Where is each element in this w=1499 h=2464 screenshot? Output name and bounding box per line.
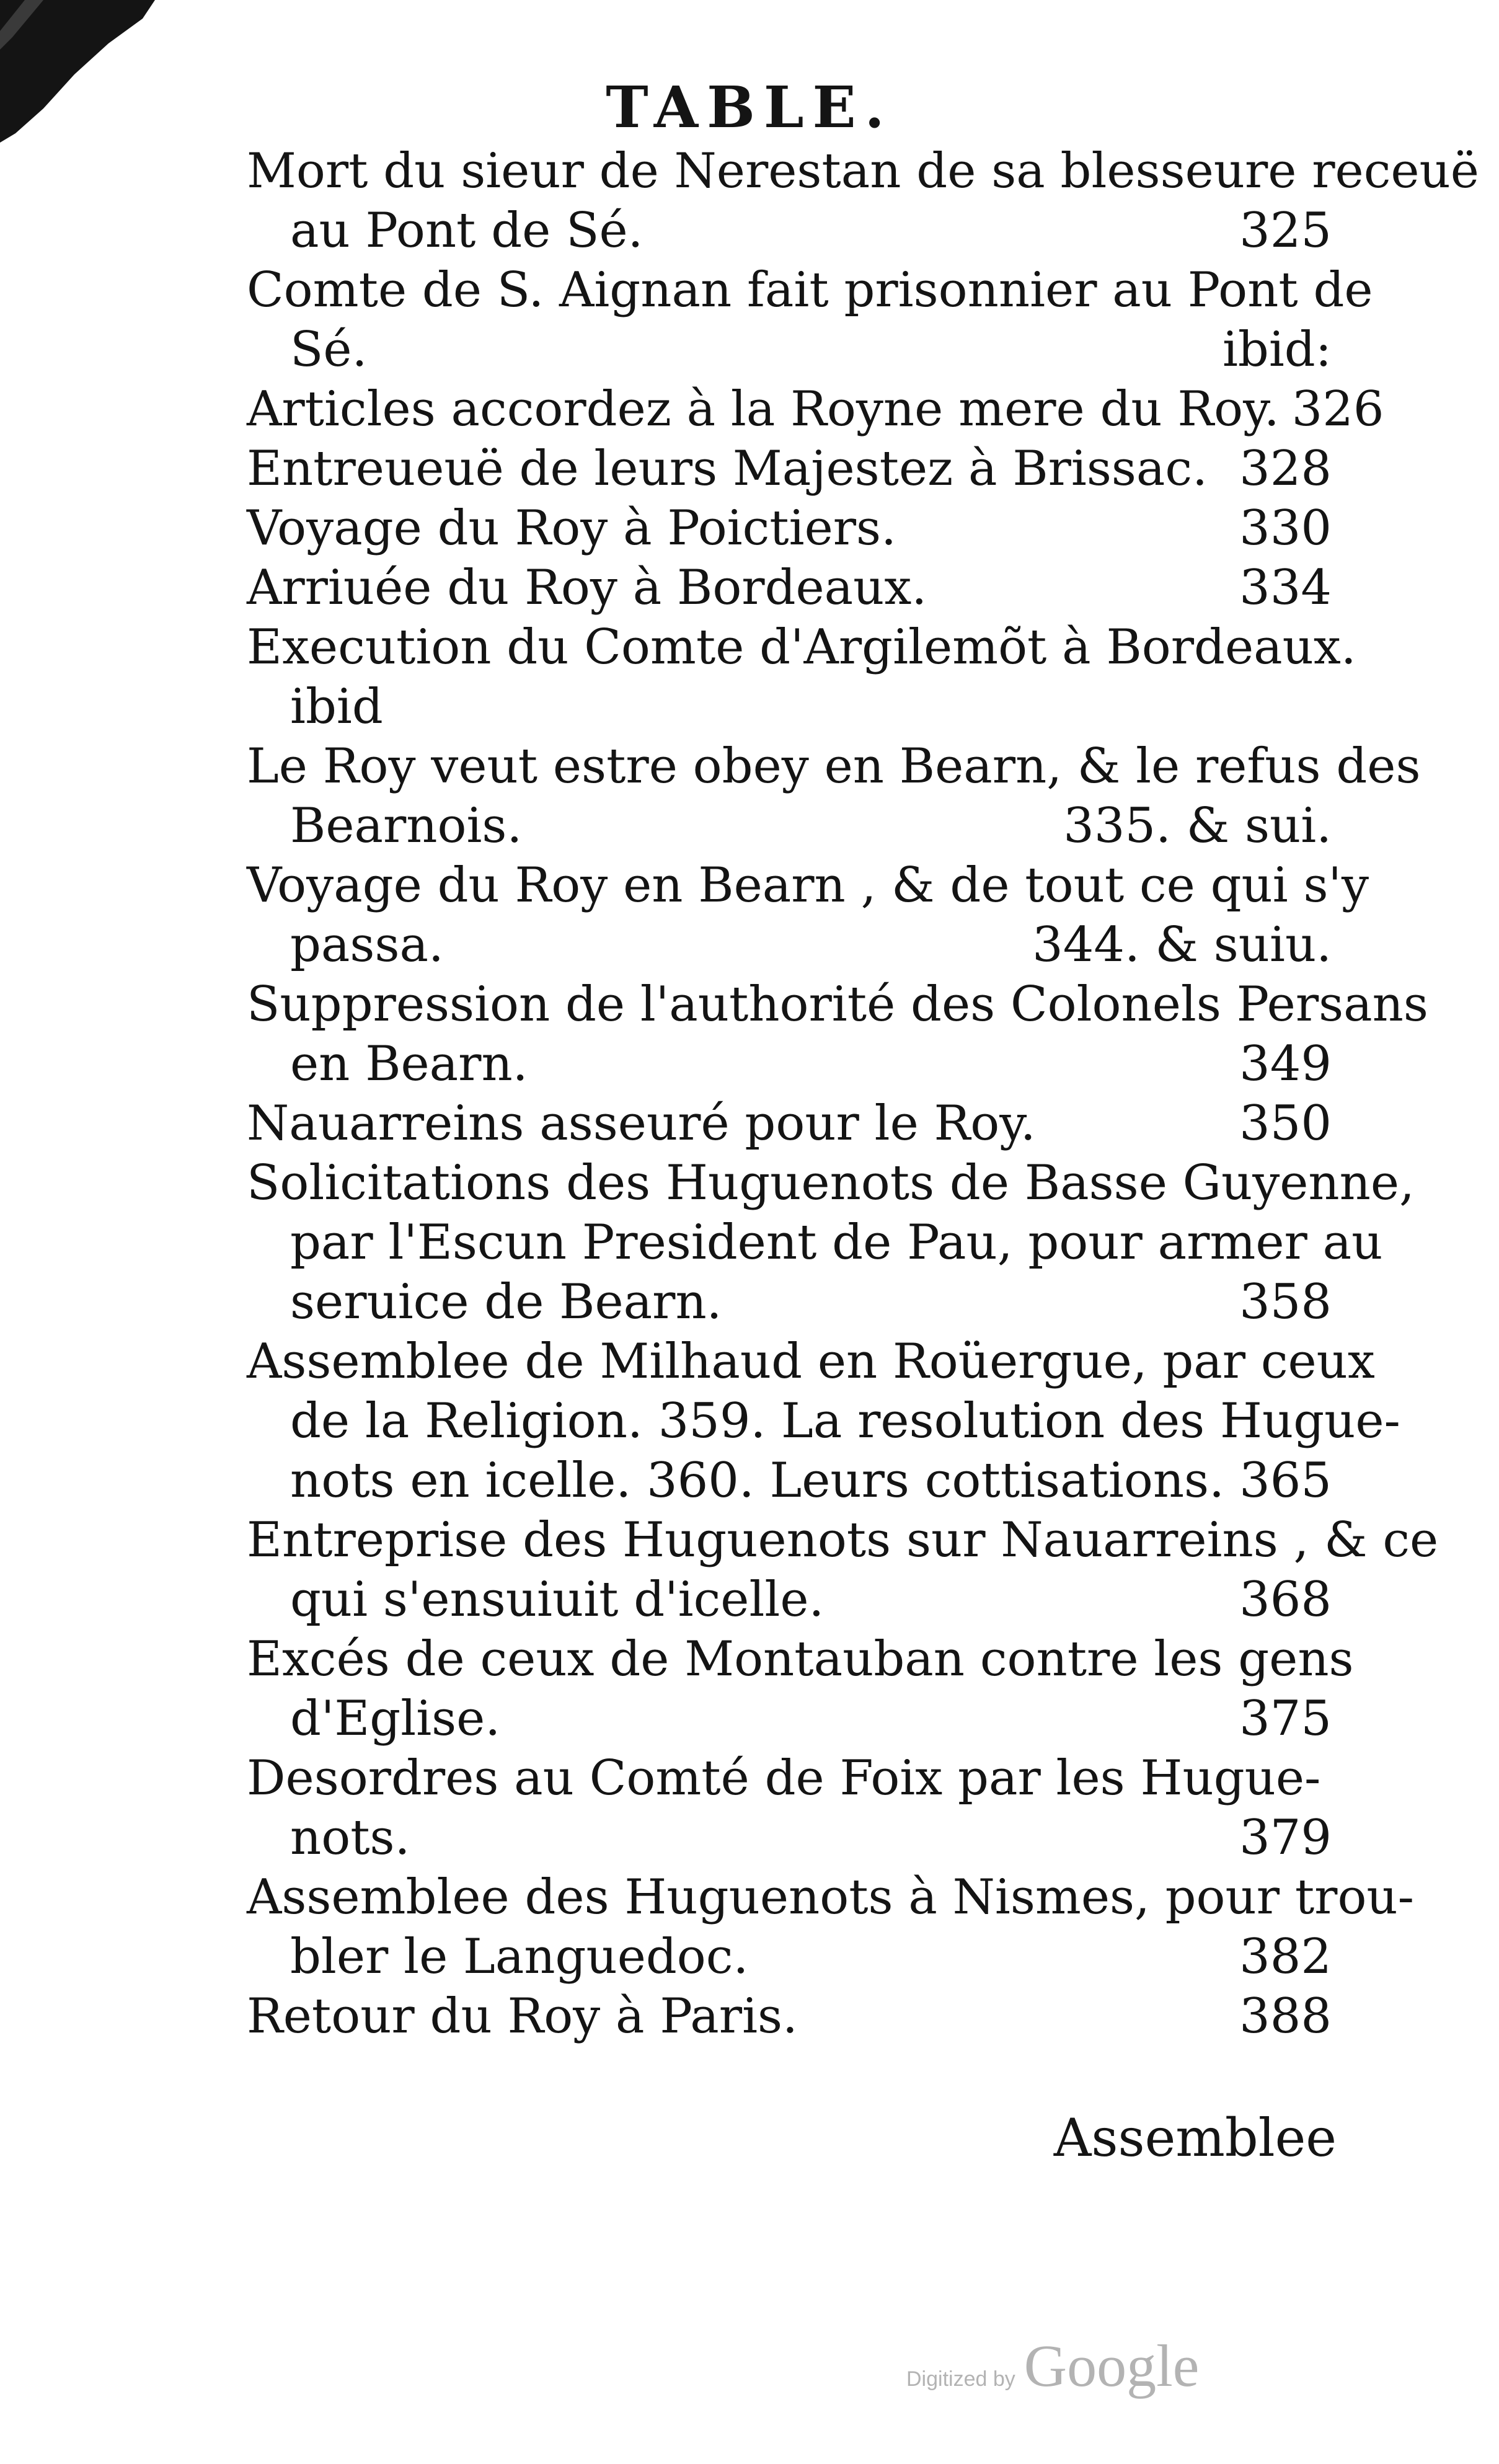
- toc-entry-text: d'Eglise.: [290, 1691, 501, 1747]
- toc-entry-line: [247, 379, 1384, 439]
- toc-page-number: 328: [1239, 441, 1332, 497]
- toc-entry-line: [247, 1629, 1354, 1689]
- toc-entry-text: bler le Languedoc.: [290, 1929, 749, 1985]
- toc-page-number: 330: [1239, 500, 1332, 556]
- toc-entry-line: [247, 1868, 1415, 1927]
- toc-entry-text: qui s'ensuiuit d'icelle.: [290, 1572, 825, 1628]
- toc-entry-line: [247, 1510, 1439, 1570]
- toc-entry-line: [247, 558, 1332, 618]
- toc-page-number: ibid:: [1222, 322, 1332, 378]
- toc-entry-continuation-line: [247, 1391, 1400, 1451]
- toc-entry: [247, 1153, 1415, 1332]
- toc-entry-line: [247, 1094, 1332, 1153]
- toc-entry-text: Entreprise des Huguenots sur Nauarreins , & ce: [247, 1512, 1439, 1568]
- catchword: Assemblee: [1053, 2107, 1337, 2168]
- toc-entry: [247, 1868, 1415, 1987]
- toc-entry-text: Entreueuë de leurs Majestez à Brissac.: [247, 441, 1208, 497]
- toc-entry: [247, 856, 1369, 975]
- toc-entry: [247, 737, 1421, 856]
- toc-entry-continuation-line: [247, 915, 1332, 975]
- toc-page-number: 325: [1239, 203, 1332, 259]
- toc-entry-continuation-line: [247, 1689, 1332, 1748]
- toc-page-number: 365: [1239, 1453, 1332, 1509]
- toc-entry-line: [247, 618, 1356, 677]
- toc-entry-line: [247, 856, 1369, 915]
- toc-entry-text: nots.: [290, 1810, 410, 1866]
- watermark-prefix: Digitized by: [906, 2367, 1015, 2391]
- toc-entry-continuation-line: [247, 1927, 1332, 1987]
- toc-entry-text: de la Religion. 359. La resolution des Hugue-: [290, 1393, 1400, 1449]
- toc-entry-text: Comte de S. Aignan fait prisonnier au Pont de: [247, 262, 1373, 318]
- table-of-contents: [247, 141, 1479, 2046]
- toc-entry: [247, 1987, 1332, 2046]
- toc-entry: [247, 1629, 1354, 1748]
- toc-entry-continuation-line: [247, 677, 1332, 737]
- toc-page-number: 344. & suiu.: [1032, 917, 1332, 973]
- toc-page-number: 379: [1239, 1810, 1332, 1866]
- toc-entry-continuation-line: [247, 1808, 1332, 1868]
- toc-entry: [247, 1332, 1400, 1510]
- watermark-brand: Google: [1024, 2333, 1200, 2399]
- toc-page-number: 375: [1239, 1691, 1332, 1747]
- toc-entry-continuation-line: [247, 1272, 1332, 1332]
- toc-entry-text: Desordres au Comté de Foix par les Hugue-: [247, 1750, 1321, 1806]
- toc-entry-continuation-line: [247, 201, 1332, 260]
- toc-entry-line: [247, 141, 1479, 201]
- toc-page-number: 358: [1239, 1274, 1332, 1330]
- toc-entry-text: passa.: [290, 917, 444, 973]
- toc-entry-continuation-line: [247, 1451, 1332, 1510]
- toc-page-number: 335. & sui.: [1063, 798, 1332, 854]
- toc-entry-text: ibid: [290, 679, 383, 735]
- toc-entry-text: Le Roy veut estre obey en Bearn, & le refus des: [247, 738, 1421, 794]
- toc-entry-text: Excés de ceux de Montauban contre les gens: [247, 1631, 1354, 1687]
- toc-entry-line: [247, 1332, 1375, 1391]
- toc-entry-text: Retour du Roy à Paris.: [247, 1988, 798, 2044]
- toc-page-number: 388: [1239, 1988, 1332, 2044]
- toc-entry-text: Sé.: [290, 322, 368, 378]
- toc-entry: [247, 618, 1356, 737]
- toc-page-number: 350: [1239, 1096, 1332, 1151]
- toc-entry-text: Suppression de l'authorité des Colonels Persans: [247, 977, 1428, 1032]
- toc-entry-text: Arriuée du Roy à Bordeaux.: [247, 560, 927, 616]
- toc-entry-continuation-line: [247, 1034, 1332, 1094]
- toc-page-number: 334: [1239, 560, 1332, 616]
- toc-page-number: 382: [1239, 1929, 1332, 1985]
- toc-entry: [247, 1510, 1439, 1629]
- toc-entry: [247, 499, 1332, 558]
- toc-entry-text: Voyage du Roy à Poictiers.: [247, 500, 896, 556]
- toc-entry-text: Assemblee des Huguenots à Nismes, pour trou-: [247, 1869, 1415, 1925]
- toc-entry-continuation-line: [247, 796, 1332, 856]
- toc-entry-line: [247, 260, 1373, 320]
- toc-page-number: 368: [1239, 1572, 1332, 1628]
- toc-entry-line: [247, 737, 1421, 796]
- toc-entry: [247, 1748, 1332, 1868]
- page-title: TABLE.: [606, 74, 893, 141]
- toc-entry: [247, 141, 1479, 260]
- toc-entry-text: en Bearn.: [290, 1036, 528, 1092]
- digitization-watermark: [906, 2331, 1199, 2400]
- toc-entry-line: [247, 1153, 1415, 1213]
- toc-entry-line: [247, 499, 1332, 558]
- toc-entry: [247, 558, 1332, 618]
- toc-page-number: 326: [1291, 381, 1384, 437]
- toc-entry-text: Bearnois.: [290, 798, 523, 854]
- toc-entry-text: Articles accordez à la Royne mere du Roy.: [247, 381, 1280, 437]
- toc-entry: [247, 1094, 1332, 1153]
- toc-entry-text: Nauarreins asseuré pour le Roy.: [247, 1096, 1036, 1151]
- toc-entry-line: [247, 1748, 1332, 1808]
- toc-entry-text: par l'Escun President de Pau, pour armer au: [290, 1215, 1383, 1270]
- toc-entry-text: Assemblee de Milhaud en Roüergue, par ceux: [247, 1334, 1375, 1389]
- toc-entry: [247, 439, 1332, 499]
- toc-entry-continuation-line: [247, 320, 1332, 379]
- toc-entry-continuation-line: [247, 1213, 1383, 1272]
- toc-entry-text: nots en icelle. 360. Leurs cottisations.: [290, 1453, 1224, 1509]
- toc-entry: [247, 975, 1428, 1094]
- toc-entry: [247, 379, 1384, 439]
- toc-entry-text: Mort du sieur de Nerestan de sa blesseure receuë: [247, 143, 1479, 199]
- toc-entry-line: [247, 975, 1428, 1034]
- toc-entry-text: Voyage du Roy en Bearn , & de tout ce qui s'y: [247, 858, 1369, 913]
- toc-page-number: 349: [1239, 1036, 1332, 1092]
- toc-entry-text: au Pont de Sé.: [290, 203, 643, 259]
- toc-entry-line: [247, 1987, 1332, 2046]
- toc-entry-line: [247, 439, 1332, 499]
- toc-entry: [247, 260, 1373, 379]
- toc-entry-text: Execution du Comte d'Argilemõt à Bordeaux.: [247, 619, 1356, 675]
- toc-entry-continuation-line: [247, 1570, 1332, 1629]
- toc-entry-text: Solicitations des Huguenots de Basse Guyenne,: [247, 1155, 1415, 1211]
- toc-entry-text: seruice de Bearn.: [290, 1274, 722, 1330]
